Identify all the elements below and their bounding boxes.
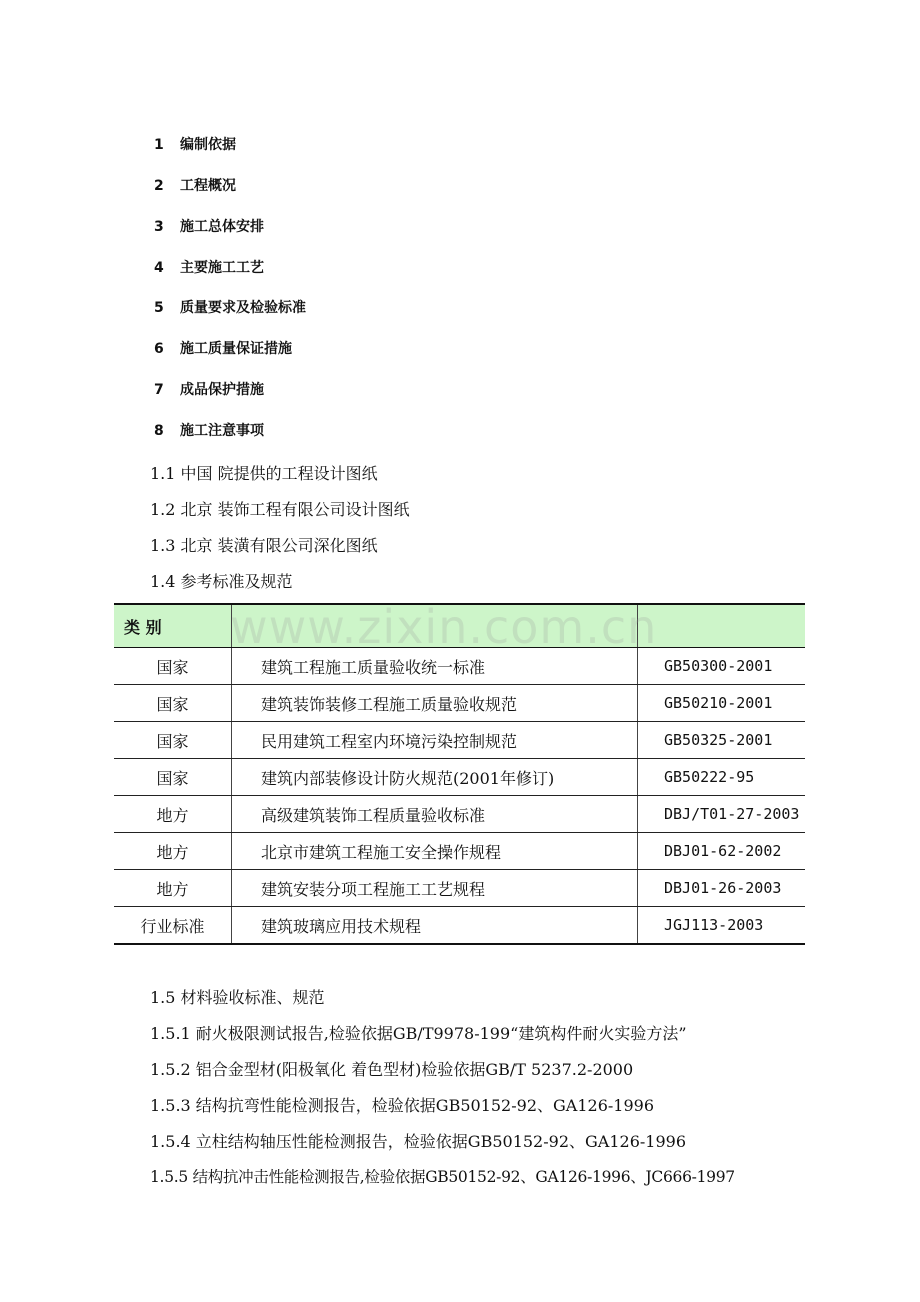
toc-item [154, 420, 264, 440]
watermark: www.zixin.com.cn [230, 600, 658, 654]
cell-category: 行业标准 [114, 907, 232, 945]
cell-category: 国家 [114, 685, 232, 722]
material-line: 1.5.1 耐火极限测试报告,检验依据GB/T9978-199“建筑构件耐火实验方法” [150, 1024, 687, 1043]
cell-code: GB50325-2001 [638, 722, 806, 759]
cell-code: GB50222-95 [638, 759, 806, 796]
table-row [114, 722, 805, 759]
toc-number: 1 [154, 137, 164, 153]
toc-label: 质量要求及检验标准 [180, 300, 306, 316]
toc-number: 3 [154, 219, 164, 235]
cell-category: 国家 [114, 759, 232, 796]
toc-label: 工程概况 [180, 178, 236, 194]
toc-item [154, 379, 264, 399]
toc-number: 8 [154, 423, 164, 439]
toc-label: 施工注意事项 [180, 423, 264, 439]
cell-name: 建筑装饰装修工程施工质量验收规范 [232, 685, 638, 722]
cell-category: 地方 [114, 796, 232, 833]
toc-number: 2 [154, 178, 164, 194]
cell-code: GB50300-2001 [638, 648, 806, 685]
table-row [114, 685, 805, 722]
table-row [114, 870, 805, 907]
cell-code: DBJ01-26-2003 [638, 870, 806, 907]
cell-name: 高级建筑装饰工程质量验收标准 [232, 796, 638, 833]
cell-name: 建筑工程施工质量验收统一标准 [232, 648, 638, 685]
table-row [114, 796, 805, 833]
cell-category: 国家 [114, 648, 232, 685]
cell-name: 北京市建筑工程施工安全操作规程 [232, 833, 638, 870]
material-line: 1.5.5 结构抗冲击性能检测报告,检验依据GB50152-92、GA126-1996、JC666-1997 [150, 1168, 735, 1186]
toc-number: 7 [154, 382, 164, 398]
toc-label: 施工质量保证措施 [180, 341, 292, 357]
section-heading: 1.4 参考标准及规范 [150, 572, 293, 591]
cell-name: 建筑玻璃应用技术规程 [232, 907, 638, 945]
cell-category: 国家 [114, 722, 232, 759]
cell-code: DBJ/T01-27-2003 [638, 796, 806, 833]
header-code [638, 604, 806, 648]
toc-label: 编制依据 [180, 137, 236, 153]
toc-item [154, 175, 236, 195]
header-category: 类 别 [114, 604, 232, 648]
toc-number: 4 [154, 260, 164, 276]
table-row [114, 907, 805, 945]
cell-code: GB50210-2001 [638, 685, 806, 722]
cell-category: 地方 [114, 833, 232, 870]
toc-label: 成品保护措施 [180, 382, 264, 398]
toc-label: 施工总体安排 [180, 219, 264, 235]
toc-item [154, 134, 236, 154]
standards-table [114, 603, 805, 945]
toc-item [154, 338, 292, 358]
cell-name: 建筑安装分项工程施工工艺规程 [232, 870, 638, 907]
cell-category: 地方 [114, 870, 232, 907]
toc-item [154, 297, 306, 317]
material-line: 1.5.3 结构抗弯性能检测报告，检验依据GB50152-92、GA126-1996 [150, 1096, 655, 1115]
cell-name: 建筑内部装修设计防火规范(2001年修订) [232, 759, 638, 796]
toc-number: 5 [154, 300, 164, 316]
basis-line: 1.3 北京 装潢有限公司深化图纸 [150, 536, 378, 555]
basis-line: 1.2 北京 装饰工程有限公司设计图纸 [150, 500, 410, 519]
table-row [114, 833, 805, 870]
cell-code: DBJ01-62-2002 [638, 833, 806, 870]
table-row [114, 648, 805, 685]
toc-number: 6 [154, 341, 164, 357]
section-heading: 1.5 材料验收标准、规范 [150, 988, 325, 1007]
toc-item [154, 257, 264, 277]
table-header-row [114, 604, 805, 648]
basis-line: 1.1 中国 院提供的工程设计图纸 [150, 464, 378, 483]
cell-name: 民用建筑工程室内环境污染控制规范 [232, 722, 638, 759]
table-row [114, 759, 805, 796]
cell-code: JGJ113-2003 [638, 907, 806, 945]
header-name [232, 604, 638, 648]
toc-label: 主要施工工艺 [180, 260, 264, 276]
toc-item [154, 216, 264, 236]
material-line: 1.5.4 立柱结构轴压性能检测报告，检验依据GB50152-92、GA126-1996 [150, 1132, 687, 1151]
material-line: 1.5.2 铝合金型材(阳极氧化 着色型材)检验依据GB/T 5237.2-2000 [150, 1060, 634, 1079]
